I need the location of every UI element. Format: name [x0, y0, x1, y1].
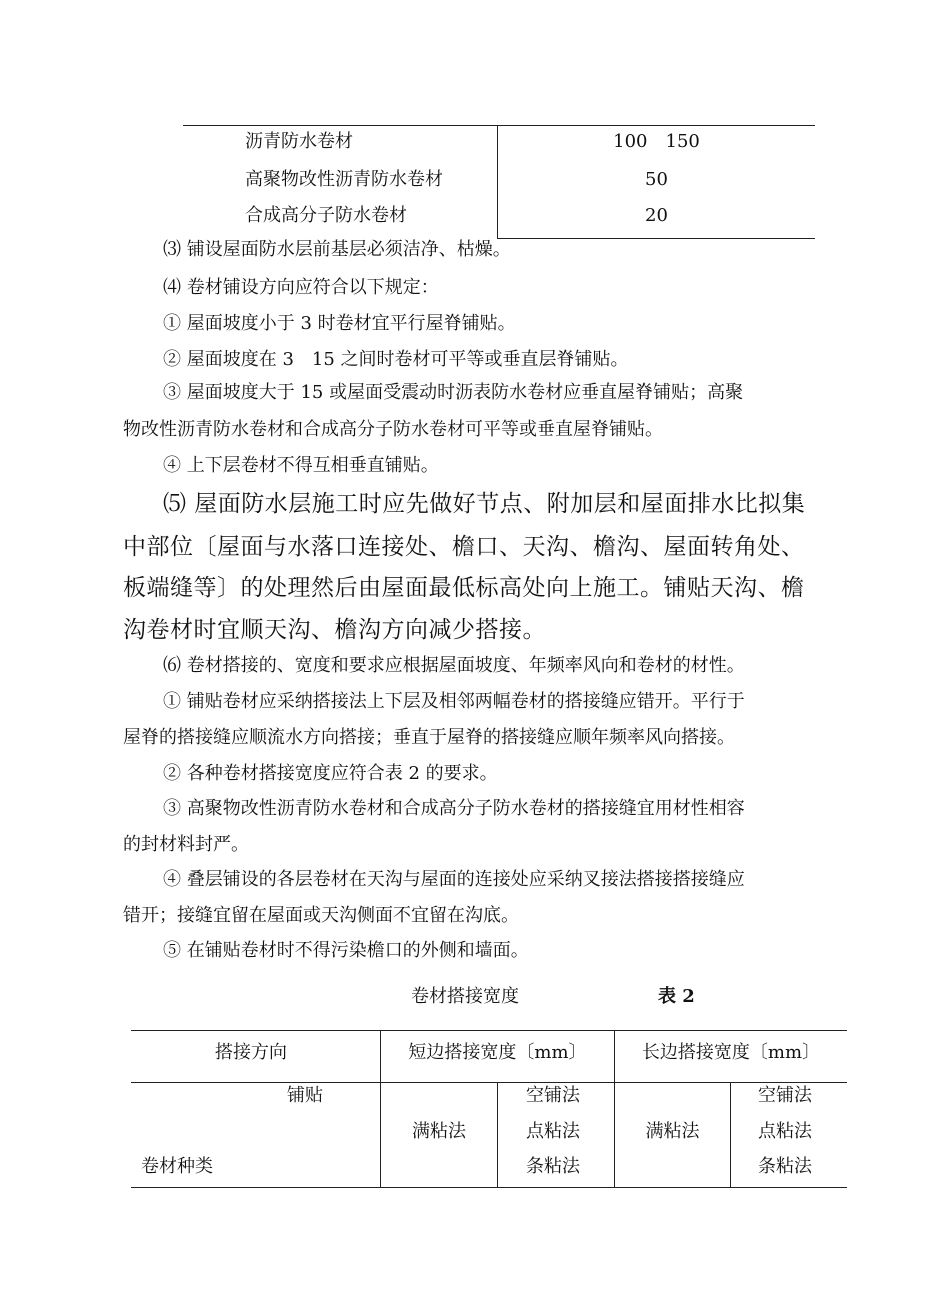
table-2-diag-bottom: 卷材种类 [141, 1156, 213, 1177]
paragraph-4-item-2: ② 屋面坡度在 3 15 之间时卷材可平等或垂直层脊铺贴。 [163, 349, 629, 370]
table-2-header-direction: 搭接方向 [215, 1042, 287, 1063]
table-2-caption: 卷材搭接宽度 [411, 986, 519, 1007]
table-1-row-3-name: 合成高分子防水卷材 [245, 205, 407, 226]
paragraph-4-item-4: ④ 上下层卷材不得互相垂直铺贴。 [163, 455, 439, 476]
paragraph-5-line-2: 中部位〔屋面与水落口连接处、檐口、天沟、檐沟、屋面转角处、 [123, 534, 805, 560]
table-1-row-1-value: 100 150 [613, 131, 700, 152]
table-2-top-border [131, 1030, 847, 1031]
table-1-top-border [183, 125, 815, 126]
table-2-long-empty-3: 条粘法 [758, 1156, 812, 1177]
paragraph-3: ⑶ 铺设屋面防水层前基层必须洁净、枯燥。 [163, 239, 511, 260]
paragraph-4-item-3-line-2: 物改性沥青防水卷材和合成高分子防水卷材可平等或垂直屋脊铺贴。 [123, 419, 663, 440]
table-1-row-2-value: 50 [645, 169, 668, 190]
table-2-long-full-stick: 满粘法 [645, 1121, 700, 1142]
paragraph-6-item-2: ② 各种卷材搭接宽度应符合表 2 的要求。 [163, 763, 498, 784]
table-2-vline-3 [497, 1082, 498, 1188]
table-2-short-empty-1: 空铺法 [526, 1085, 580, 1106]
paragraph-4-item-1: ① 屋面坡度小于 3 时卷材宜平行屋脊铺贴。 [163, 313, 516, 334]
paragraph-6-item-5: ⑤ 在铺贴卷材时不得污染檐口的外侧和墙面。 [163, 940, 529, 961]
table-2-header-divider [131, 1082, 847, 1083]
table-2-label: 表 2 [658, 986, 695, 1007]
paragraph-5-line-4: 沟卷材时宜顺天沟、檐沟方向减少搭接。 [123, 617, 546, 643]
table-2-diag-top: 铺贴 [287, 1085, 323, 1106]
table-2-header-short: 短边搭接宽度〔mm〕 [408, 1042, 587, 1063]
table-1-row-2-name: 高聚物改性沥青防水卷材 [245, 169, 443, 190]
paragraph-6-item-3-line-2: 的封材料封严。 [123, 834, 249, 855]
table-2-bottom-border [131, 1187, 847, 1188]
paragraph-4-item-3-line-1: ③ 屋面坡度大于 15 或屋面受震动时沥表防水卷材应垂直屋脊铺贴；高聚 [163, 382, 744, 403]
paragraph-6: ⑹ 卷材搭接的、宽度和要求应根据屋面坡度、年频率风向和卷材的材性。 [163, 655, 745, 676]
paragraph-4: ⑷ 卷材铺设方向应符合以下规定： [163, 277, 439, 298]
table-2-short-empty-2: 点粘法 [526, 1121, 580, 1142]
table-1-row-3-value: 20 [645, 205, 668, 226]
table-2-long-empty-1: 空铺法 [758, 1085, 812, 1106]
table-1-row-1-name: 沥青防水卷材 [245, 131, 353, 152]
table-2-header-long: 长边搭接宽度〔mm〕 [641, 1042, 821, 1063]
table-2-long-empty-2: 点粘法 [758, 1121, 812, 1142]
paragraph-6-item-1-line-1: ① 铺贴卷材应采纳搭接法上下层及相邻两幅卷材的搭接缝应错开。平行于 [163, 691, 745, 712]
paragraph-6-item-4-line-1: ④ 叠层铺设的各层卷材在天沟与屋面的连接处应采纳叉接法搭接搭接缝应 [163, 869, 745, 890]
paragraph-5-line-1: ⑸ 屋面防水层施工时应先做好节点、附加层和屋面排水比拟集 [163, 491, 806, 517]
paragraph-6-item-3-line-1: ③ 高聚物改性沥青防水卷材和合成高分子防水卷材的搭接缝宜用材性相容 [163, 798, 745, 819]
paragraph-5-line-3: 板端缝等〕的处理然后由屋面最低标高处向上施工。铺贴天沟、檐 [123, 575, 805, 601]
table-2-vline-4 [730, 1082, 731, 1188]
paragraph-6-item-1-line-2: 屋脊的搭接缝应顺流水方向搭接；垂直于屋脊的搭接缝应顺年频率风向搭接。 [123, 727, 735, 748]
table-2-short-full-stick: 满粘法 [412, 1121, 466, 1142]
table-2-short-empty-3: 条粘法 [526, 1156, 580, 1177]
paragraph-6-item-4-line-2: 错开；接缝宜留在屋面或天沟侧面不宜留在沟底。 [123, 905, 519, 926]
